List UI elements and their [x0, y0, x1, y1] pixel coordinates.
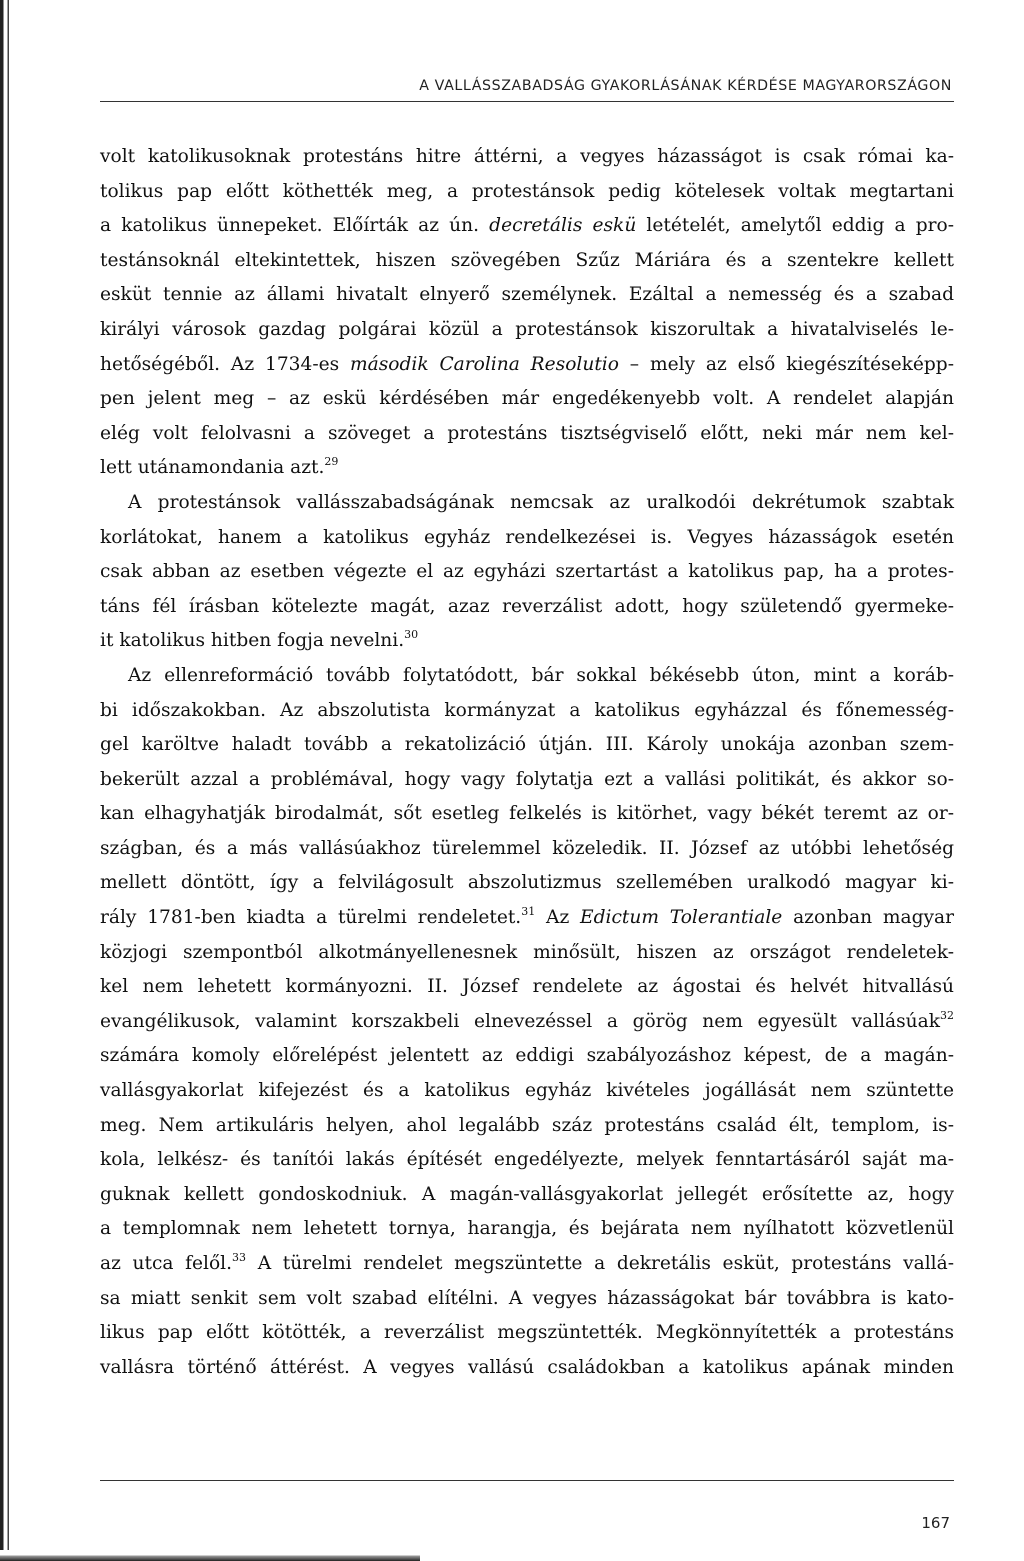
- text-line: [100, 1074, 954, 1109]
- text-line: [100, 590, 954, 625]
- text-run: esküt tennie az állami hivatalt elnyerő személynek. Ezáltal a nemesség és a szabad: [100, 284, 954, 306]
- text-line: [100, 348, 954, 383]
- text-run: testánsoknál eltekintettek, hiszen szövegében Szűz Máriára és a szentekre kellett: [100, 249, 954, 271]
- text-run: Az: [535, 907, 581, 929]
- text-run: hetőségéből. Az 1734-es: [100, 353, 351, 375]
- page-number: 167: [921, 1514, 950, 1532]
- text-line: [100, 1247, 954, 1282]
- text-line: [100, 901, 954, 936]
- body-text: [100, 140, 954, 1385]
- text-line: [100, 451, 954, 486]
- footnote-ref: 29: [324, 455, 339, 469]
- text-line: [100, 763, 954, 798]
- text-run: a templomnak nem lehetett tornya, harangja, és bejárata nem nyílhatott közvetlenül: [100, 1218, 954, 1240]
- text-line: [100, 244, 954, 279]
- text-run: likus pap előtt kötötték, a reverzálist megszüntették. Megkönnyítették a protestáns: [100, 1322, 954, 1344]
- text-line: [100, 659, 954, 694]
- text-run: királyi városok gazdag polgárai közül a protestánsok kiszorultak a hivatalviselés le-: [100, 318, 954, 340]
- text-line: [100, 209, 954, 244]
- text-line: [100, 175, 954, 210]
- text-run: az utca felől.: [100, 1253, 233, 1274]
- text-run: meg. Nem artikuláris helyen, ahol legalább száz protestáns család élt, templom, is-: [100, 1114, 954, 1136]
- text-line: [100, 1109, 954, 1144]
- text-run: vallásgyakorlat kifejezést és a katolikus egyház kivételes jogállását nem szüntette: [100, 1080, 954, 1102]
- header-rule: [100, 101, 954, 102]
- text-run: azonban magyar: [782, 907, 954, 929]
- italic-term: decretális eskü: [489, 215, 637, 237]
- text-line: [100, 970, 954, 1005]
- text-run: rály 1781-ben kiadta a türelmi rendeletet.: [100, 907, 522, 929]
- text-run: mellett döntött, így a felvilágosult abszolutizmus szellemében uralkodó magyar ki-: [100, 872, 954, 894]
- footnote-ref: 30: [404, 628, 419, 642]
- text-run: bekerült azzal a problémával, hogy vagy folytatja ezt a vallási politikát, és akkor so-: [100, 768, 954, 790]
- text-line: [100, 832, 954, 867]
- italic-term: Edictum Tolerantiale: [580, 907, 783, 929]
- text-line: [100, 313, 954, 348]
- text-line: [100, 694, 954, 729]
- text-run: kel nem lehetett kormányozni. II. József rendelete az ágostai és helvét hitvallású: [100, 976, 954, 998]
- text-line: [100, 417, 954, 452]
- text-run: közjogi szempontból alkotmányellenesnek minősült, hiszen az országot rendeletek-: [100, 941, 954, 963]
- text-run: számára komoly előrelépést jelentett az eddigi szabályozáshoz képest, de a magán-: [100, 1045, 954, 1067]
- text-run: sa miatt senkit sem volt szabad elítélni. A vegyes házasságokat bár továbbra is kato-: [100, 1287, 954, 1309]
- text-run: kan elhagyhatják birodalmát, sőt esetleg felkelés is kitörhet, vagy békét teremt az or-: [100, 803, 954, 825]
- text-line: [100, 1039, 954, 1074]
- text-line: [100, 382, 954, 417]
- text-run: tolikus pap előtt köthették meg, a protestánsok pedig kötelesek voltak megtartani: [100, 180, 954, 202]
- text-run: korlátokat, hanem a katolikus egyház rendelkezései is. Vegyes házasságok esetén: [100, 526, 954, 548]
- text-run: guknak kellett gondoskodniuk. A magán-vallásgyakorlat jellegét erősítette az, hogy: [100, 1183, 954, 1205]
- footer-rule: [100, 1480, 954, 1481]
- text-line: [100, 1316, 954, 1351]
- text-line: [100, 1178, 954, 1213]
- text-run: szágban, és a más vallásúakhoz türelemmel közeledik. II. József az utóbbi lehetőség: [100, 837, 954, 859]
- text-run: Az ellenreformáció tovább folytatódott, bár sokkal békésebb úton, mint a koráb-: [128, 664, 954, 686]
- text-run: elég volt felolvasni a szöveget a protestáns tisztségviselő előtt, neki már nem kel-: [100, 422, 954, 444]
- text-line: [100, 1282, 954, 1317]
- text-line: [100, 797, 954, 832]
- italic-term: második Carolina Resolutio: [350, 353, 619, 375]
- footnote-ref: 32: [940, 1008, 954, 1022]
- scan-left-edge: [0, 0, 9, 1561]
- text-run: A protestánsok vallásszabadságának nemcsak az uralkodói dekrétumok szabtak: [128, 491, 954, 513]
- text-run: A türelmi rendelet megszüntette a dekretális esküt, protestáns vallá-: [246, 1253, 954, 1274]
- scan-bottom-edge: [0, 1550, 420, 1561]
- text-line: [100, 1212, 954, 1247]
- footnote-ref: 33: [232, 1251, 247, 1264]
- text-run: kola, lelkész- és tanítói lakás építését engedélyezte, melyek fenntartásáról saját ma-: [100, 1149, 954, 1171]
- text-line: [100, 555, 954, 590]
- text-run: a katolikus ünnepeket. Előírták az ún.: [100, 215, 490, 237]
- text-run: pen jelent meg – az eskü kérdésében már engedékenyebb volt. A rendelet alapján: [100, 388, 954, 410]
- text-run: vallásra történő áttérést. A vegyes vallású családokban a katolikus apának minden: [100, 1356, 954, 1378]
- running-header: A VALLÁSSZABADSÁG GYAKORLÁSÁNAK KÉRDÉSE MAGYARORSZÁGON: [419, 78, 952, 94]
- text-line: [100, 278, 954, 313]
- text-line: [100, 866, 954, 901]
- text-line: [100, 936, 954, 971]
- text-line: [100, 728, 954, 763]
- text-line: [100, 624, 954, 659]
- text-run: it katolikus hitben fogja nevelni.: [100, 630, 405, 652]
- text-run: bi időszakokban. Az abszolutista kormányzat a katolikus egyházzal és főnemesség-: [100, 699, 954, 721]
- text-line: [100, 521, 954, 556]
- text-run: evangélikusok, valamint korszakbeli elnevezéssel a görög nem egyesült vallásúak: [100, 1010, 940, 1032]
- text-run: táns fél írásban kötelezte magát, azaz reverzálist adott, hogy születendő gyermeke-: [100, 595, 954, 617]
- text-line: [100, 1143, 954, 1178]
- text-run: gel karöltve haladt tovább a rekatolizáció útján. III. Károly unokája azonban szem-: [100, 734, 954, 756]
- text-line: [100, 486, 954, 521]
- text-run: csak abban az esetben végezte el az egyházi szertartást a katolikus pap, ha a protes-: [100, 561, 954, 583]
- text-run: volt katolikusoknak protestáns hitre áttérni, a vegyes házasságot is csak római ka-: [100, 146, 954, 167]
- text-line: [100, 140, 954, 175]
- text-line: [100, 1005, 954, 1040]
- text-run: letételét, amelytől eddig a pro-: [636, 215, 954, 237]
- text-run: lett utánamondania azt.: [100, 457, 325, 479]
- text-run: – mely az első kiegészítéseképp-: [618, 353, 954, 375]
- footnote-ref: 31: [521, 905, 536, 919]
- text-line: [100, 1351, 954, 1386]
